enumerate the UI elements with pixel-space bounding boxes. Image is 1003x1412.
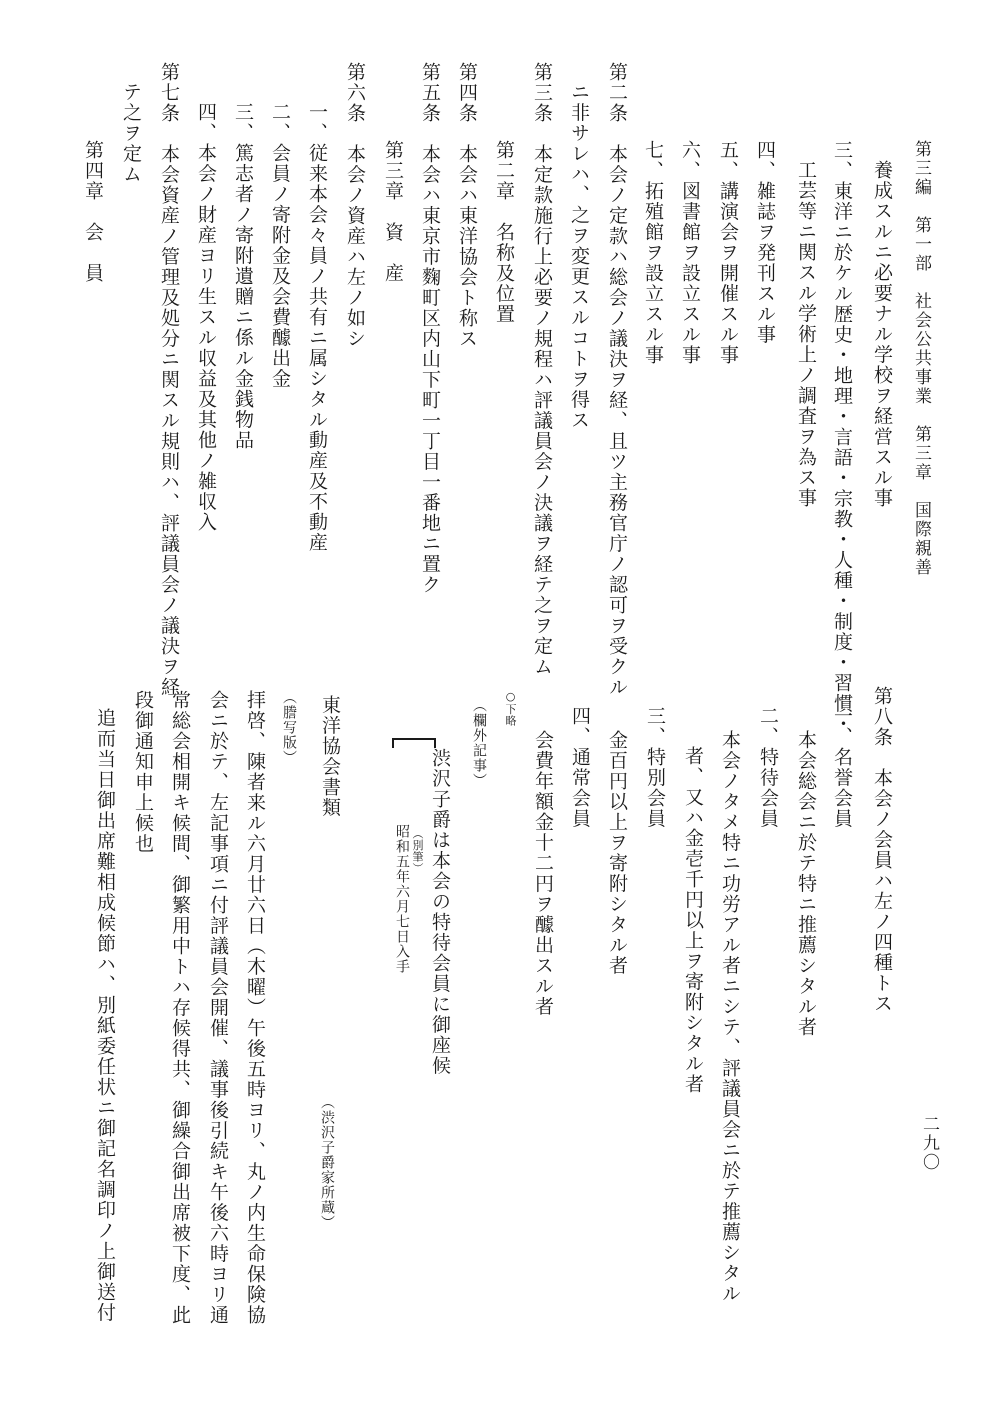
omission-note: ○下略 — [504, 690, 517, 727]
article-6: 第六条 本会ノ資産ハ左ノ如シ — [344, 62, 366, 349]
article-3: 第三条 本定款施行上必要ノ規程ハ評議員会ノ決議ヲ経テ之ヲ定ム — [531, 62, 553, 677]
article-7: 第七条 本会資産ノ管理及処分ニ関スル規則ハ、評議員会ノ議決ヲ経 — [158, 62, 180, 698]
page-number: 二九〇 — [919, 1115, 939, 1172]
member-type-2-desc-2: 者、又ハ金壱千円以上ヲ寄附シタル者 — [682, 746, 704, 1095]
upper-line-5: 五、講演会ヲ開催スル事 — [717, 140, 739, 366]
article-5: 第五条 本会ハ東京市麴町区内山下町一丁目一番地ニ置ク — [419, 62, 441, 595]
marginal-label: （欄外記事） — [471, 698, 487, 788]
member-type-4: 四、通常会員 — [569, 706, 591, 829]
marginal-text: 渋沢子爵は本会の特待会員に御座候 — [429, 748, 451, 1076]
chapter-4-heading: 第四章 会 員 — [82, 140, 104, 284]
upper-line-21: テ之ヲ定ム — [120, 82, 142, 185]
upper-line-1: 養成スルニ必要ナル学校ヲ経営スル事 — [871, 160, 893, 509]
upper-line-3: 工芸等ニ関スル学術上ノ調査ヲ為ス事 — [795, 160, 817, 509]
article-4: 第四条 本会ハ東洋協会ト称ス — [456, 62, 478, 349]
member-type-3: 三、特別会員 — [644, 706, 666, 829]
article-2: 第二条 本会ノ定款ハ総会ノ議決ヲ経、且ツ主務官庁ノ認可ヲ受クル — [606, 62, 628, 698]
upper-line-7: 七、拓殖館ヲ設立スル事 — [642, 140, 664, 366]
mimeograph-note: （謄写版） — [281, 690, 297, 765]
upper-line-6: 六、図書館ヲ設立スル事 — [679, 140, 701, 366]
member-type-1-desc: 本会総会ニ於テ特ニ推薦シタル者 — [795, 730, 817, 1038]
upper-line-9: ニ非サレハ、之ヲ変更スルコトヲ得ス — [568, 82, 590, 431]
member-type-2: 二、特待会員 — [757, 706, 779, 829]
marginal-bracket-top — [392, 738, 436, 748]
member-type-1: 一、名誉会員 — [831, 706, 853, 829]
upper-line-16: 一、従来本会々員ノ共有ニ属シタル動産及不動産 — [306, 102, 328, 553]
upper-line-2: 三、東洋ニ於ケル歴史・地理・言語・宗教・人種・制度・習慣・ — [831, 140, 853, 735]
chapter-3-heading: 第三章 資 産 — [382, 140, 404, 284]
letter-line-4: 段御通知申上候也 — [132, 690, 154, 854]
upper-line-18: 三、篤志者ノ寄附遺贈ニ係ル金銭物品 — [232, 102, 254, 451]
upper-line-4: 四、雑誌ヲ発刊スル事 — [754, 140, 776, 345]
marginal-date: 昭和五年六月七日入手 — [394, 824, 410, 974]
letter-line-1: 拝啓、陳者来ル六月廿六日（木曜）午後五時ヨリ、丸ノ内生命保険協 — [244, 690, 266, 1326]
marginal-note: （別筆） — [411, 828, 424, 874]
member-type-3-desc: 金百円以上ヲ寄附シタル者 — [606, 730, 628, 976]
running-title: 第三編 第一部 社会公共事業 第三章 国際親善 — [911, 140, 931, 577]
letter-line-3: 常総会相開キ候間、御繁用中トハ存候得共、御繰合御出席被下度、此 — [169, 690, 191, 1326]
upper-line-17: 二、会員ノ寄附金及会費醵出金 — [269, 102, 291, 389]
document-source: （渋沢子爵家所蔵） — [319, 1095, 335, 1230]
letter-line-2: 会ニ於テ、左記事項ニ付評議員会開催、議事後引続キ午後六時ヨリ通 — [207, 690, 229, 1326]
member-type-2-desc-1: 本会ノタメ特ニ功労アル者ニシテ、評議員会ニ於テ推薦シタル — [719, 730, 741, 1304]
letter-line-5: 追而当日御出席難相成候節ハ、別紙委任状ニ御記名調印ノ上御送付 — [94, 708, 116, 1323]
member-type-4-desc: 会費年額金十二円ヲ醵出スル者 — [532, 730, 554, 1017]
article-8: 第八条 本会ノ会員ハ左ノ四種トス — [871, 686, 893, 1014]
document-title: 東洋協会書類 — [319, 695, 341, 818]
chapter-2-heading: 第二章 名称及位置 — [493, 140, 515, 325]
upper-line-19: 四、本会ノ財産ヨリ生スル収益及其他ノ雑収入 — [195, 102, 217, 533]
